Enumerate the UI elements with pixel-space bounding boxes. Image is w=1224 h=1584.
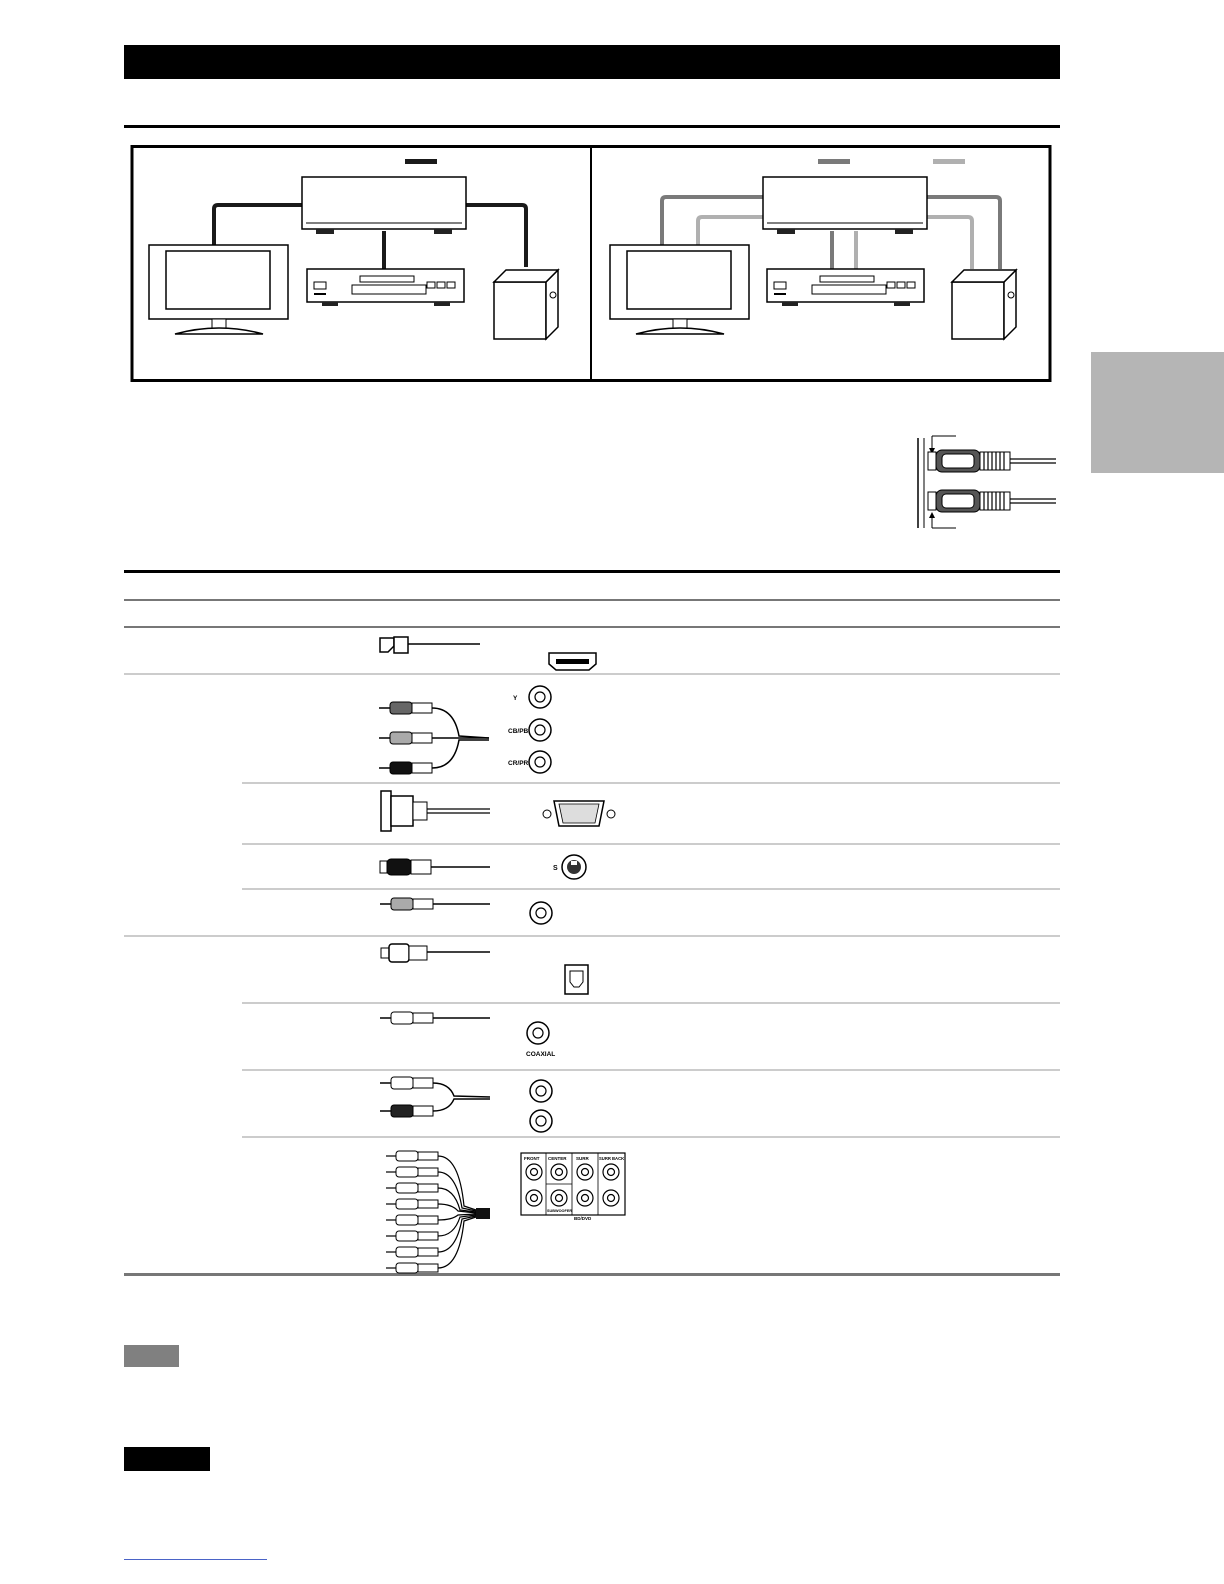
plug-insertion-illustration	[912, 430, 1058, 535]
connection-diagram	[130, 145, 1052, 382]
table-row	[381, 791, 615, 831]
bd-dvd-player-icon	[767, 269, 924, 306]
rca-jack-icon	[529, 751, 551, 773]
table-row	[380, 637, 596, 670]
tv-icon	[149, 245, 288, 334]
jack-label: CR/PR	[508, 760, 529, 767]
tv-icon	[610, 245, 749, 334]
table-row	[386, 1151, 625, 1273]
optical-jack-icon	[565, 965, 588, 994]
jack-label: SURR BACK	[599, 1156, 625, 1161]
table-row	[380, 898, 552, 924]
table-row	[379, 686, 551, 774]
component-cable-icon	[379, 702, 489, 774]
table-row	[380, 1077, 552, 1132]
cable-legend-swatch	[818, 159, 850, 164]
jack-label: CB/PB	[508, 728, 529, 735]
section-rule	[124, 125, 1060, 128]
caution-label	[124, 1447, 210, 1471]
jack-label: Y	[513, 695, 518, 702]
note-label	[124, 1345, 179, 1367]
coaxial-cable-icon	[380, 1012, 490, 1024]
composite-cable-icon	[380, 898, 490, 910]
chapter-side-tab	[1091, 352, 1224, 473]
multichannel-jack-panel-icon	[521, 1153, 625, 1221]
cable-legend-swatch	[933, 159, 965, 164]
jack-label: CENTER	[548, 1156, 567, 1161]
hdmi-cable-icon	[380, 637, 480, 653]
insertion-arrow-icon	[929, 512, 956, 528]
jack-label: SURR	[576, 1156, 589, 1161]
table-row	[381, 944, 588, 994]
table-header-rule	[124, 599, 1060, 601]
section-title-bar	[124, 45, 1060, 79]
jack-label: SUBWOOFER	[547, 1209, 573, 1213]
vga-jack-icon	[543, 801, 615, 826]
table-row	[380, 1012, 555, 1058]
rca-jack-icon	[527, 1022, 549, 1044]
rca-plug-icon	[928, 450, 1056, 472]
cable-legend-swatch	[405, 159, 437, 164]
speaker-icon	[494, 270, 558, 339]
rca-plug-icon	[928, 490, 1056, 512]
hdmi-jack-icon	[549, 653, 596, 670]
diagram-left-panel	[149, 159, 558, 339]
jack-label: S	[553, 865, 558, 872]
rca-jack-icon	[530, 1110, 552, 1132]
bd-dvd-player-icon	[307, 269, 464, 306]
rca-jack-icon	[530, 1080, 552, 1102]
stereo-cable-icon	[380, 1077, 490, 1117]
section-rule	[124, 570, 1060, 573]
av-receiver-icon	[763, 177, 927, 234]
rca-jack-icon	[530, 902, 552, 924]
s-video-jack-icon	[562, 855, 586, 879]
speaker-icon	[952, 270, 1016, 339]
jack-label: BD/DVD	[574, 1216, 592, 1221]
jack-label: COAXIAL	[526, 1051, 556, 1058]
jack-label: FRONT	[524, 1156, 540, 1161]
optical-cable-icon	[381, 944, 490, 962]
connection-table	[124, 626, 1060, 1276]
av-receiver-icon	[302, 177, 466, 234]
table-row	[380, 855, 586, 879]
multichannel-cable-icon	[386, 1151, 490, 1273]
rca-jack-icon	[529, 719, 551, 741]
s-video-cable-icon	[380, 859, 490, 875]
rca-jack-icon	[529, 686, 551, 708]
footer-link-underline[interactable]	[124, 1559, 267, 1560]
diagram-right-panel	[610, 159, 1016, 339]
vga-cable-icon	[381, 791, 490, 831]
